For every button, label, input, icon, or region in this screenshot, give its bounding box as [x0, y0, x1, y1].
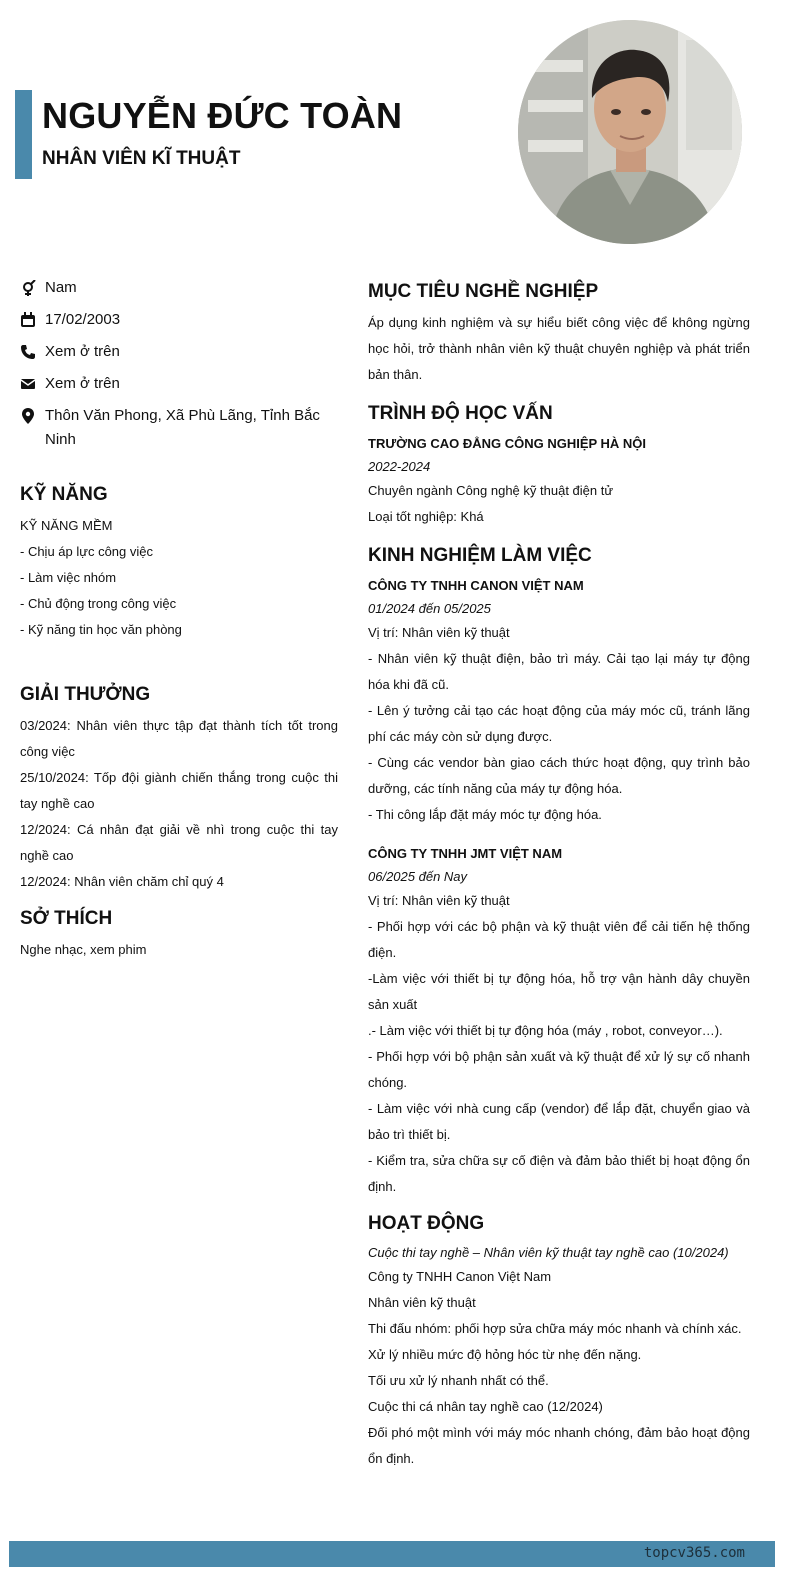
activity-line: Công ty TNHH Canon Việt Nam	[368, 1269, 552, 1284]
activity-line: Xử lý nhiều mức độ hỏng hóc từ nhẹ đến nặng.	[368, 1347, 642, 1362]
list-item: 12/2024: Cá nhân đạt giải về nhì trong cuộc thi tay nghề cao	[20, 822, 338, 863]
activity-line: Đối phó một mình với máy móc nhanh chóng, đảm bảo hoạt động ổn định.	[368, 1425, 750, 1466]
contact-dob	[20, 308, 338, 332]
company-name: CÔNG TY TNHH CANON VIỆT NAM	[368, 578, 584, 593]
candidate-name: NGUYỄN ĐỨC TOÀN	[42, 95, 403, 136]
job-line: - Làm việc với nhà cung cấp (vendor) để lắp đặt, chuyển giao và bảo trì thiết bị.	[368, 1101, 750, 1142]
accent-bar	[15, 90, 32, 179]
education-grade: Loại tốt nghiệp: Khá	[368, 509, 484, 524]
job-entry	[368, 842, 750, 1200]
gender-icon	[20, 276, 36, 300]
email-text: Xem ở trên	[45, 375, 120, 392]
activities-title: HOẠT ĐỘNG	[368, 1213, 485, 1234]
contact-address	[20, 404, 338, 452]
job-line: Vị trí: Nhân viên kỹ thuật	[368, 625, 510, 640]
school-name: TRƯỜNG CAO ĐẲNG CÔNG NGHIỆP HÀ NỘI	[368, 436, 647, 451]
job-line: - Phối hợp với các bộ phận và kỹ thuật viên để cải tiến hệ thống điện.	[368, 919, 750, 960]
job-period: 06/2025 đến Nay	[368, 869, 468, 884]
list-item: 12/2024: Nhân viên chăm chỉ quý 4	[20, 874, 224, 889]
company-name: CÔNG TY TNHH JMT VIỆT NAM	[368, 846, 563, 861]
job-line: - Thi công lắp đặt máy móc tự động hóa.	[368, 807, 602, 822]
activity-line: Nhân viên kỹ thuật	[368, 1295, 476, 1310]
address-text: Thôn Văn Phong, Xã Phù Lãng, Tỉnh Bắc Ninh	[45, 407, 320, 448]
job-line: -Làm việc với thiết bị tự động hóa, hỗ trợ vận hành dây chuyền sản xuất	[368, 971, 750, 1012]
activity-line: Tối ưu xử lý nhanh nhất có thể.	[368, 1373, 549, 1388]
map-pin-icon	[20, 404, 36, 428]
activity-line: Cuộc thi cá nhân tay nghề cao (12/2024)	[368, 1399, 603, 1414]
list-item: - Kỹ năng tin học văn phòng	[20, 622, 182, 637]
objective-title: MỤC TIÊU NGHỀ NGHIỆP	[368, 281, 599, 302]
education-title: TRÌNH ĐỘ HỌC VẤN	[368, 403, 553, 424]
list-item: - Làm việc nhóm	[20, 570, 117, 585]
job-entry	[368, 574, 750, 828]
job-line: - Cùng các vendor bàn giao cách thức hoạt động, quy trình bảo dưỡng, các tính năng của máy tự động hóa.	[368, 755, 750, 796]
footer-bar	[9, 1541, 775, 1567]
education-major: Chuyên ngành Công nghệ kỹ thuật điện tử	[368, 483, 614, 498]
education-period: 2022-2024	[368, 459, 431, 474]
job-line: - Nhân viên kỹ thuật điện, bảo trì máy. Cải tạo lại máy tự động hóa khi đã cũ.	[368, 651, 750, 692]
job-line: - Kiểm tra, sửa chữa sự cố điện và đảm bảo thiết bị hoạt động ổn định.	[368, 1153, 750, 1194]
hobbies-text: Nghe nhạc, xem phim	[20, 942, 147, 957]
contact-phone	[20, 340, 338, 364]
objective-text: Áp dụng kinh nghiệm và sự hiểu biết công việc để không ngừng học hỏi, trở thành nhân viên kỹ thuật chuyên nghiệp và phát triển bản thân.	[368, 315, 750, 382]
right-column	[368, 276, 750, 1472]
list-item: - Chủ động trong công việc	[20, 596, 177, 611]
job-line: Vị trí: Nhân viên kỹ thuật	[368, 893, 510, 908]
gender-text: Nam	[45, 279, 77, 296]
phone-text: Xem ở trên	[45, 343, 120, 360]
footer-brand[interactable]: topcv365.com	[643, 1545, 745, 1561]
skills-title: KỸ NĂNG	[20, 484, 108, 505]
awards-title: GIẢI THƯỞNG	[20, 684, 151, 705]
dob-text: 17/02/2003	[45, 311, 121, 328]
contact-gender	[20, 276, 338, 300]
job-period: 01/2024 đến 05/2025	[368, 601, 491, 616]
activity-line: Thi đấu nhóm: phối hợp sửa chữa máy móc nhanh và chính xác.	[368, 1321, 742, 1336]
contact-email	[20, 372, 338, 396]
experience-title: KINH NGHIỆM LÀM VIỆC	[368, 545, 592, 566]
envelope-icon	[20, 372, 36, 396]
left-column	[20, 276, 338, 963]
job-line: - Lên ý tưởng cải tạo các hoạt động của máy móc cũ, tránh lãng phí các máy còn sử dụng được.	[368, 703, 750, 744]
job-title: NHÂN VIÊN KĨ THUẬT	[42, 148, 241, 169]
awards-list	[20, 713, 338, 895]
job-line: .- Làm việc với thiết bị tự động hóa (máy , robot, conveyor…).	[368, 1023, 723, 1038]
calendar-icon	[20, 308, 36, 332]
skills-list	[20, 539, 338, 643]
skills-subtitle: KỸ NĂNG MỀM	[20, 518, 113, 533]
hobbies-title: SỞ THÍCH	[20, 908, 113, 929]
avatar	[518, 20, 742, 244]
job-line: - Phối hợp với bộ phận sản xuất và kỹ thuật để xử lý sự cố nhanh chóng.	[368, 1049, 750, 1090]
activity-headline: Cuộc thi tay nghề – Nhân viên kỹ thuật tay nghề cao (10/2024)	[368, 1245, 729, 1260]
phone-icon	[20, 340, 36, 364]
list-item: 03/2024: Nhân viên thực tập đạt thành tích tốt trong công việc	[20, 718, 338, 759]
list-item: 25/10/2024: Tốp đội giành chiến thắng trong cuộc thi tay nghề cao	[20, 770, 338, 811]
list-item: - Chịu áp lực công việc	[20, 544, 153, 559]
